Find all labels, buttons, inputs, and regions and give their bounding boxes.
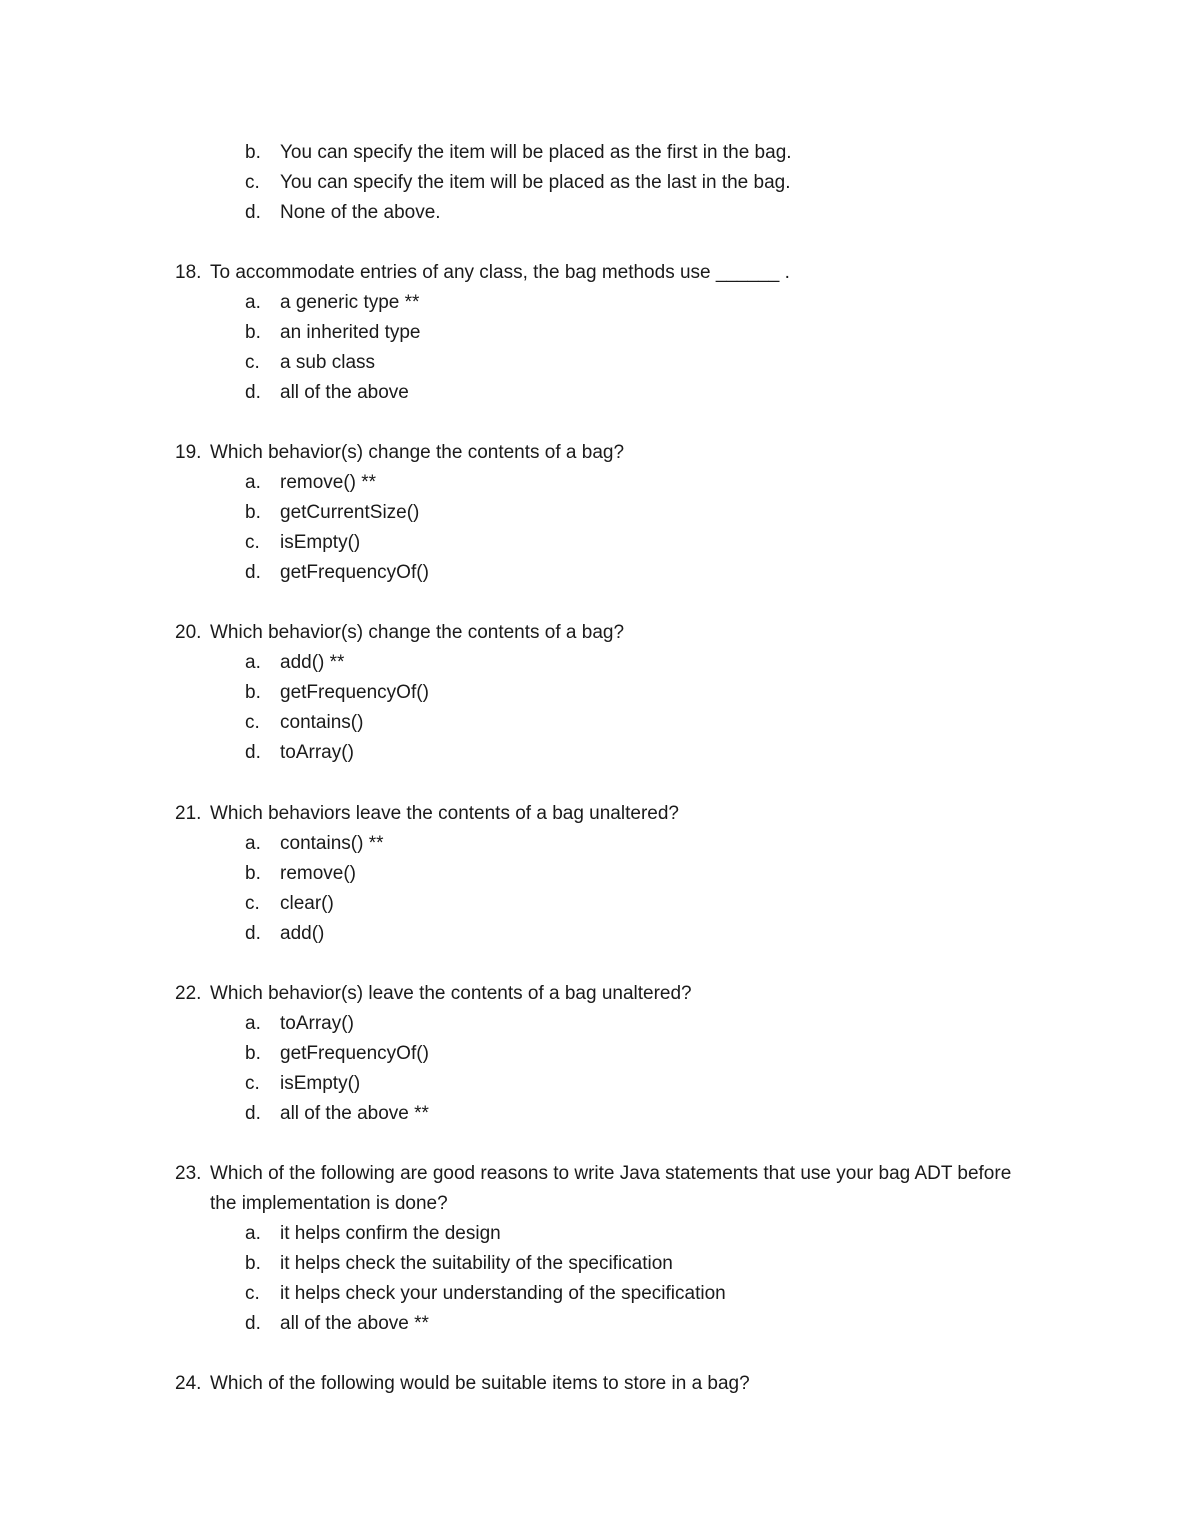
option-label: c. (245, 893, 260, 914)
option-text: getFrequencyOf() (280, 682, 429, 703)
question-number: 22. (175, 983, 202, 1004)
option-text: it helps check your understanding of the specification (280, 1283, 726, 1304)
question-text: Which of the following are good reasons to write Java statements that use your bag ADT before (210, 1163, 1012, 1184)
option-label: b. (245, 1253, 261, 1274)
option-label: b. (245, 682, 261, 703)
question-number: 20. (175, 622, 202, 643)
option-text: add() ** (280, 652, 345, 673)
option-text: You can specify the item will be placed as the last in the bag. (280, 172, 791, 193)
option-text: it helps confirm the design (280, 1223, 501, 1244)
option-label: c. (245, 712, 260, 733)
option-label: d. (245, 1103, 261, 1124)
question-text: Which behavior(s) leave the contents of a bag unaltered? (210, 983, 692, 1004)
option-label: a. (245, 292, 261, 313)
option-text: remove() (280, 863, 357, 884)
option-text: None of the above. (280, 202, 441, 223)
option-text: toArray() (280, 742, 354, 763)
option-text: an inherited type (280, 322, 421, 343)
option-text: all of the above ** (280, 1103, 429, 1124)
question-number: 24. (175, 1373, 202, 1394)
option-text: clear() (280, 893, 334, 914)
option-label: a. (245, 472, 261, 493)
question-text: Which behavior(s) change the contents of a bag? (210, 622, 625, 643)
option-text: toArray() (280, 1013, 354, 1034)
option-label: c. (245, 1073, 260, 1094)
question-text: Which of the following would be suitable items to store in a bag? (210, 1373, 750, 1394)
option-text: getCurrentSize() (280, 502, 420, 523)
option-text: contains() (280, 712, 364, 733)
option-text: all of the above ** (280, 1313, 429, 1334)
question-text: the implementation is done? (210, 1193, 448, 1214)
option-label: b. (245, 502, 261, 523)
question-number: 21. (175, 803, 202, 824)
option-label: d. (245, 923, 261, 944)
option-label: a. (245, 652, 261, 673)
option-label: d. (245, 202, 261, 223)
question-number: 18. (175, 262, 202, 283)
option-text: all of the above (280, 382, 409, 403)
option-label: d. (245, 1313, 261, 1334)
option-label: c. (245, 352, 260, 373)
option-text: a sub class (280, 352, 376, 373)
option-label: b. (245, 1043, 261, 1064)
option-text: isEmpty() (280, 532, 361, 553)
option-label: b. (245, 142, 261, 163)
option-text: getFrequencyOf() (280, 562, 429, 583)
option-text: add() (280, 923, 325, 944)
option-label: b. (245, 863, 261, 884)
option-label: d. (245, 382, 261, 403)
question-text: Which behavior(s) change the contents of a bag? (210, 442, 625, 463)
option-text: isEmpty() (280, 1073, 361, 1094)
option-text: contains() ** (280, 833, 384, 854)
option-label: a. (245, 833, 261, 854)
question-text: Which behaviors leave the contents of a bag unaltered? (210, 803, 679, 824)
option-text: it helps check the suitability of the specification (280, 1253, 673, 1274)
option-label: c. (245, 532, 260, 553)
option-text: remove() ** (280, 472, 377, 493)
option-label: c. (245, 172, 260, 193)
option-label: b. (245, 322, 261, 343)
option-label: d. (245, 742, 261, 763)
option-text: You can specify the item will be placed as the first in the bag. (280, 142, 792, 163)
question-text: To accommodate entries of any class, the bag methods use ______ . (210, 262, 790, 283)
option-label: d. (245, 562, 261, 583)
option-text: getFrequencyOf() (280, 1043, 429, 1064)
question-number: 19. (175, 442, 202, 463)
option-label: a. (245, 1013, 261, 1034)
option-label: a. (245, 1223, 261, 1244)
option-text: a generic type ** (280, 292, 420, 313)
question-number: 23. (175, 1163, 202, 1184)
option-label: c. (245, 1283, 260, 1304)
